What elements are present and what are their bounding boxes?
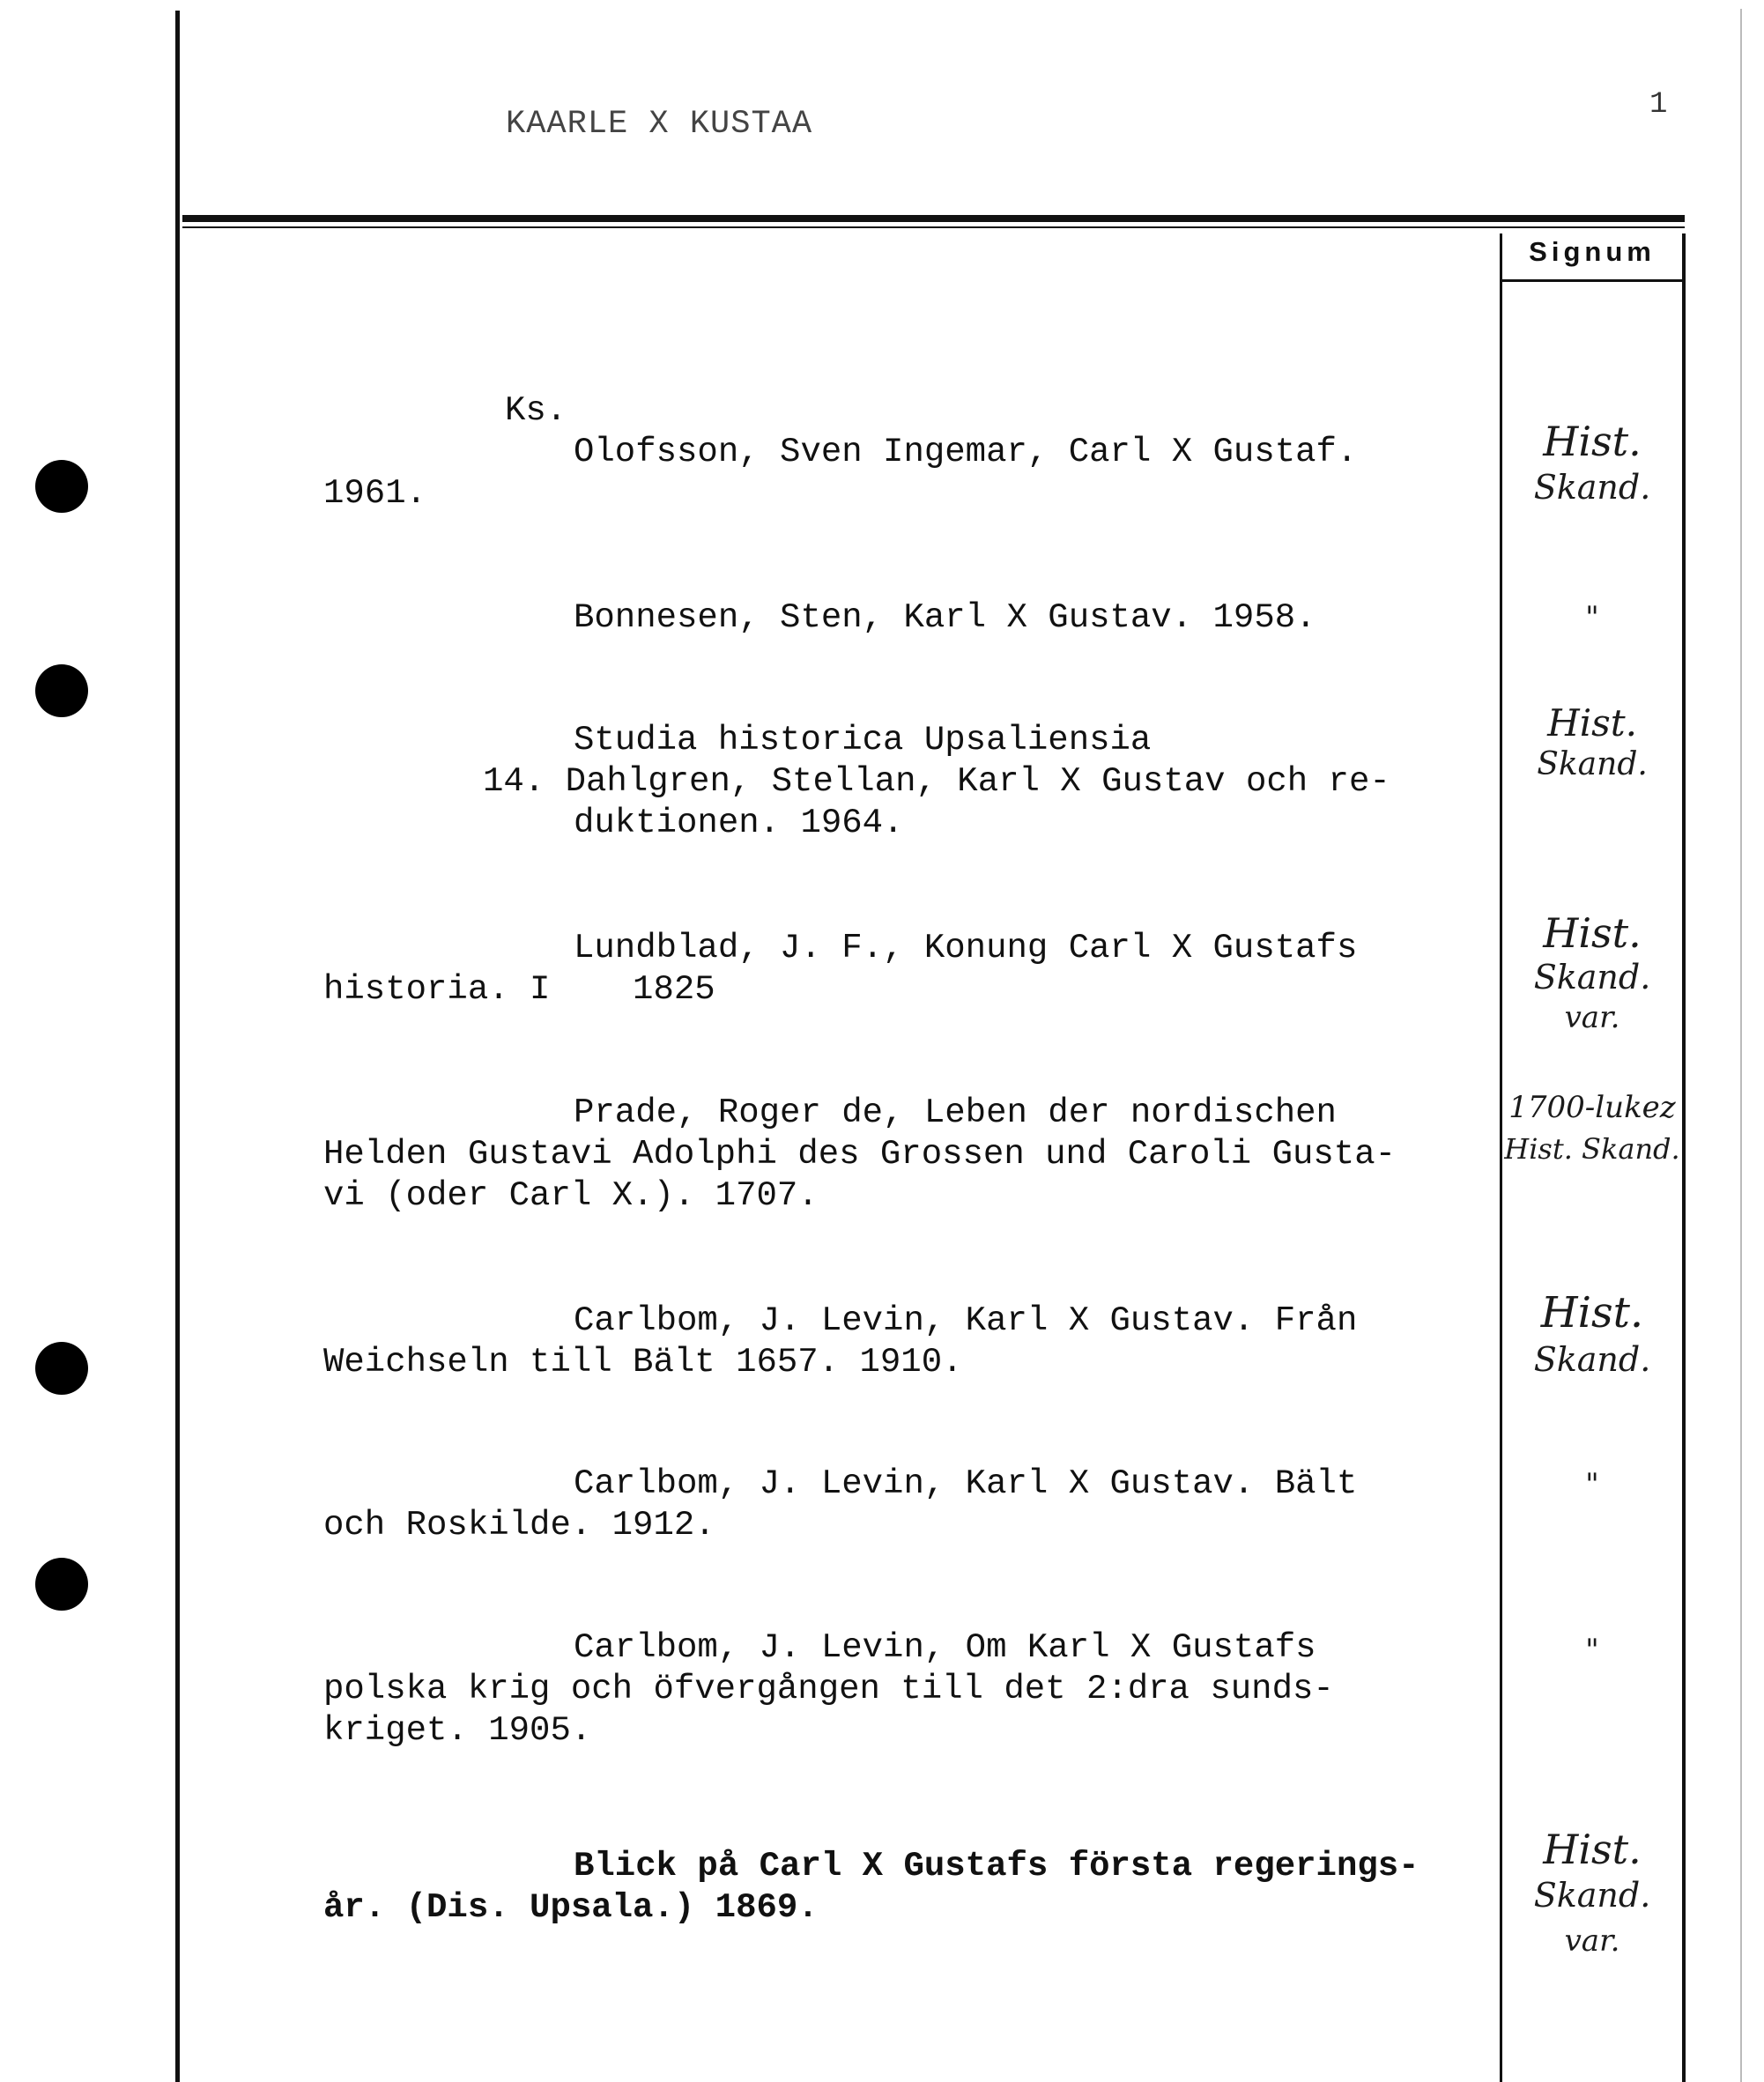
punch-hole — [35, 460, 88, 513]
signum-handwritten: Hist. Skand. — [1504, 1132, 1680, 1166]
signum-handwritten: Hist. — [1543, 909, 1642, 957]
entry-line: polska krig och öfvergången till det 2:dra sunds- — [323, 1670, 1334, 1708]
entry-line: Studia historica Upsaliensia — [574, 721, 1152, 759]
page-title: KAARLE X KUSTAA — [506, 106, 813, 143]
entry-line: vi (oder Carl X.). 1707. — [323, 1176, 819, 1215]
punch-hole — [35, 1342, 88, 1395]
signum-handwritten: Skand. — [1533, 1340, 1651, 1379]
signum-handwritten: var. — [1564, 1923, 1620, 1959]
ditto-mark: " — [1585, 1633, 1599, 1668]
entry-line: Blick på Carl X Gustafs första regerings- — [574, 1847, 1419, 1886]
entry-line: Helden Gustavi Adolphi des Grossen und Caroli Gusta- — [323, 1135, 1396, 1174]
entry-line: år. (Dis. Upsala.) 1869. — [323, 1888, 819, 1927]
entry-line: 1961. — [323, 474, 427, 513]
signum-handwritten: Hist. — [1547, 701, 1637, 745]
left-margin-line — [175, 11, 180, 2082]
entry-line: 14. Dahlgren, Stellan, Karl X Gustav och re- — [483, 762, 1390, 801]
punch-hole — [35, 664, 88, 717]
ditto-mark: " — [1585, 600, 1599, 635]
card-edge — [1740, 9, 1742, 2082]
entry-line: Prade, Roger de, Leben der nordischen — [574, 1093, 1337, 1132]
signum-header-rule — [1502, 279, 1682, 282]
ditto-mark: " — [1585, 1467, 1599, 1502]
entry-line: Carlbom, J. Levin, Karl X Gustav. Bält — [574, 1464, 1358, 1503]
entry-line: Lundblad, J. F., Konung Carl X Gustafs — [574, 929, 1358, 967]
signum-handwritten: 1700-lukez — [1508, 1090, 1676, 1125]
entry-line: Carlbom, J. Levin, Om Karl X Gustafs — [574, 1628, 1316, 1667]
entry-line: Olofsson, Sven Ingemar, Carl X Gustaf. — [574, 433, 1358, 471]
signum-handwritten: Hist. — [1543, 418, 1642, 465]
entry-line: Weichseln till Bält 1657. 1910. — [323, 1343, 963, 1382]
signum-column-border — [1682, 233, 1686, 2082]
page-number: 1 — [1649, 88, 1668, 122]
header-rule — [182, 215, 1685, 222]
signum-handwritten: Skand. — [1533, 468, 1651, 507]
entry-line: Ks. — [505, 391, 567, 430]
header-rule-thin — [182, 226, 1685, 228]
signum-handwritten: Hist. — [1540, 1288, 1644, 1337]
entry-line: och Roskilde. 1912. — [323, 1506, 715, 1545]
entry-line: Carlbom, J. Levin, Karl X Gustav. Från — [574, 1301, 1358, 1340]
entry-line: duktionen. 1964. — [574, 804, 904, 842]
signum-column-header: Signum — [1529, 236, 1656, 267]
signum-handwritten: Skand. — [1533, 958, 1651, 997]
signum-column-border — [1500, 233, 1502, 2082]
signum-handwritten: var. — [1564, 1000, 1620, 1035]
signum-handwritten: Skand. — [1533, 1876, 1651, 1915]
signum-handwritten: Hist. — [1543, 1826, 1642, 1873]
entry-line: Bonnesen, Sten, Karl X Gustav. 1958. — [574, 598, 1316, 637]
entry-line: historia. I 1825 — [323, 970, 715, 1009]
signum-handwritten: Skand. — [1537, 746, 1648, 782]
punch-hole — [35, 1558, 88, 1611]
entry-line: kriget. 1905. — [323, 1711, 592, 1750]
